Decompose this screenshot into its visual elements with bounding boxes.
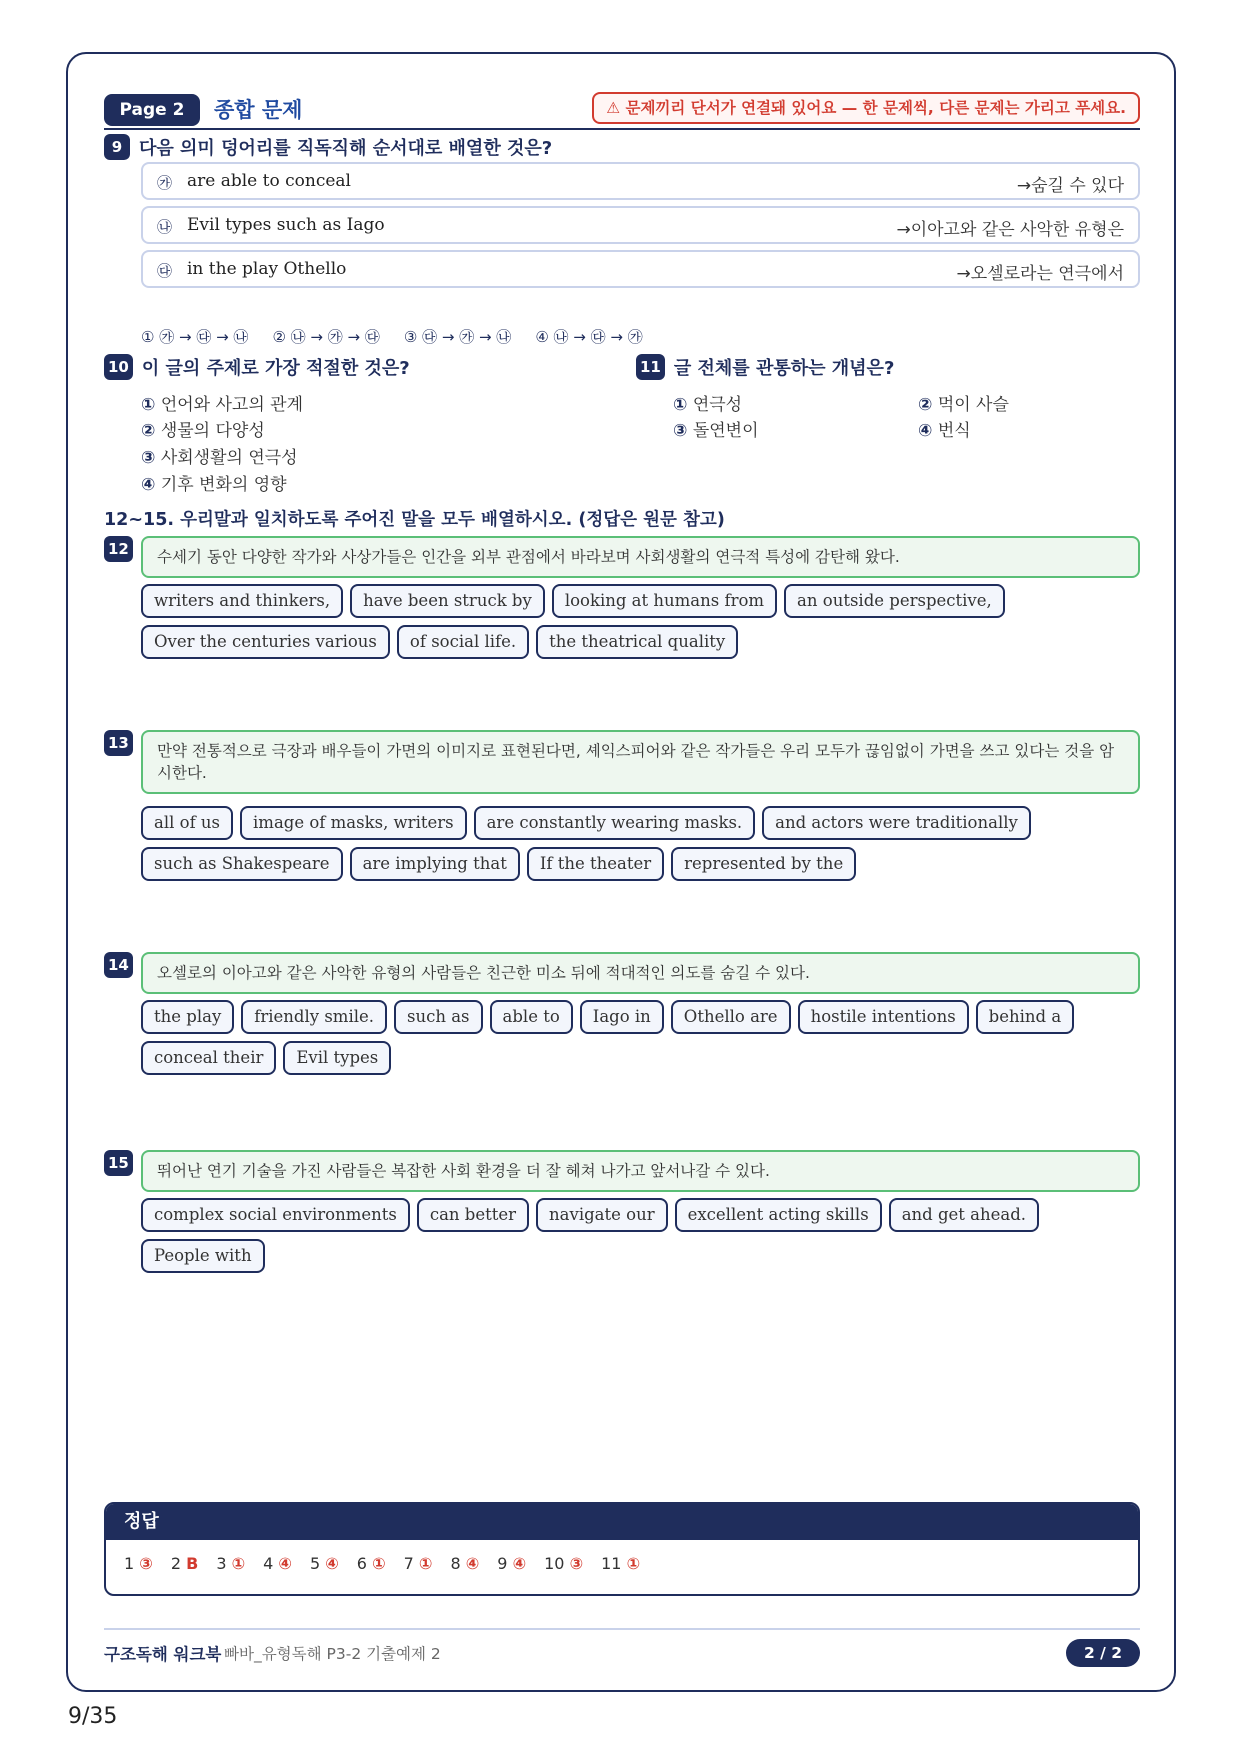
word-tiles bbox=[141, 584, 1140, 659]
option[interactable] bbox=[141, 470, 287, 495]
option[interactable] bbox=[918, 416, 971, 441]
question-10-header bbox=[104, 354, 410, 380]
word-tile[interactable]: People with bbox=[141, 1239, 265, 1273]
option[interactable] bbox=[673, 390, 742, 415]
word-tile[interactable]: such as bbox=[394, 1000, 483, 1034]
answer-number: 11 bbox=[601, 1554, 622, 1573]
word-tile[interactable]: and actors were traditionally bbox=[762, 806, 1031, 840]
korean-sentence: 만약 전통적으로 극장과 배우들이 가면의 이미지로 표현된다면, 셰익스피어와 같은 작가들은 우리 모두가 끊임없이 가면을 쓰고 있다는 것을 암시한다. bbox=[141, 730, 1140, 794]
option-text: 기후 변화의 영향 bbox=[160, 475, 287, 495]
word-tile[interactable]: and get ahead. bbox=[889, 1198, 1039, 1232]
option[interactable] bbox=[141, 416, 265, 441]
answer-item bbox=[216, 1554, 245, 1573]
korean-sentence: 뛰어난 연기 기술을 가진 사람들은 복잡한 사회 환경을 더 잘 헤쳐 나가고 앞서나갈 수 있다. bbox=[141, 1150, 1140, 1192]
answer-value: ④ bbox=[465, 1554, 480, 1573]
option[interactable]: ③ ㉰ → ㉮ → ㉯ bbox=[403, 328, 512, 346]
word-tile[interactable]: writers and thinkers, bbox=[141, 584, 343, 618]
question-number: 13 bbox=[104, 730, 133, 756]
word-tile[interactable]: are constantly wearing masks. bbox=[474, 806, 756, 840]
option[interactable] bbox=[673, 416, 759, 441]
word-tile[interactable]: such as Shakespeare bbox=[141, 847, 343, 881]
question-11-header bbox=[636, 354, 894, 380]
option-number: ④ bbox=[141, 475, 156, 495]
word-tile[interactable]: represented by the bbox=[671, 847, 856, 881]
worksheet-page bbox=[66, 52, 1176, 1692]
answer-list bbox=[106, 1540, 1138, 1587]
chunk-english: Evil types such as Iago bbox=[187, 215, 385, 235]
answer-value: ① bbox=[231, 1554, 246, 1573]
word-tile[interactable]: the theatrical quality bbox=[536, 625, 738, 659]
chunk-row bbox=[141, 206, 1140, 244]
answer-key bbox=[104, 1502, 1140, 1596]
question-9-options bbox=[141, 326, 643, 347]
answer-item bbox=[601, 1554, 640, 1573]
answer-value: ④ bbox=[512, 1554, 527, 1573]
answer-number: 8 bbox=[450, 1554, 461, 1573]
question-9-header bbox=[104, 134, 552, 160]
answer-number: 2 bbox=[170, 1554, 182, 1573]
word-tile[interactable]: friendly smile. bbox=[241, 1000, 387, 1034]
arrange-instruction: 12~15. 우리말과 일치하도록 주어진 말을 모두 배열하시오. (정답은 원문 참고) bbox=[104, 510, 725, 530]
workbook-brand: 구조독해 워크북 bbox=[104, 1645, 222, 1664]
answer-number: 9 bbox=[497, 1554, 508, 1573]
answer-item bbox=[310, 1554, 339, 1573]
word-tile[interactable]: behind a bbox=[976, 1000, 1075, 1034]
answer-number: 1 bbox=[124, 1554, 135, 1573]
option[interactable] bbox=[141, 390, 303, 415]
option-number: ① bbox=[141, 395, 156, 415]
word-tile[interactable]: of social life. bbox=[397, 625, 529, 659]
option-text: 사회생활의 연극성 bbox=[160, 448, 298, 468]
option[interactable]: ② ㉯ → ㉮ → ㉰ bbox=[272, 328, 380, 346]
option-number: ④ bbox=[918, 421, 933, 441]
chunk-korean: →이아고와 같은 사악한 유형은 bbox=[896, 220, 1124, 240]
answer-value: B bbox=[186, 1554, 199, 1573]
question-number: 11 bbox=[636, 354, 665, 380]
answer-value: ① bbox=[626, 1554, 641, 1573]
word-tile[interactable]: can better bbox=[417, 1198, 529, 1232]
answer-number: 4 bbox=[263, 1554, 274, 1573]
option-text: 언어와 사고의 관계 bbox=[160, 395, 303, 415]
word-tile[interactable]: excellent acting skills bbox=[675, 1198, 882, 1232]
word-tiles bbox=[141, 1000, 1140, 1075]
option-number: ③ bbox=[673, 421, 688, 441]
chunk-korean: →오셀로라는 연극에서 bbox=[956, 264, 1124, 284]
answer-number: 6 bbox=[356, 1554, 367, 1573]
answer-item bbox=[124, 1554, 153, 1573]
answer-item bbox=[544, 1554, 583, 1573]
chunk-english: in the play Othello bbox=[187, 259, 347, 279]
question-number: 12 bbox=[104, 536, 133, 562]
answer-number: 5 bbox=[309, 1554, 321, 1573]
chunk-english: are able to conceal bbox=[187, 171, 351, 191]
option-number: ② bbox=[141, 421, 156, 441]
option[interactable] bbox=[141, 443, 298, 468]
answer-number: 7 bbox=[403, 1554, 414, 1573]
question-text: 글 전체를 관통하는 개념은? bbox=[673, 358, 895, 379]
chunk-symbol: ㉰ bbox=[157, 262, 173, 280]
answer-value: ③ bbox=[569, 1554, 584, 1573]
answer-value: ① bbox=[372, 1554, 386, 1573]
option-text: 생물의 다양성 bbox=[160, 421, 265, 441]
answer-number: 10 bbox=[544, 1554, 565, 1573]
word-tile[interactable]: Over the centuries various bbox=[141, 625, 390, 659]
answer-item bbox=[404, 1554, 433, 1573]
word-tile[interactable]: an outside perspective, bbox=[784, 584, 1005, 618]
option-text: 번식 bbox=[937, 421, 971, 441]
word-tile[interactable]: If the theater bbox=[527, 847, 664, 881]
word-tile[interactable]: conceal their bbox=[141, 1041, 276, 1075]
warning-banner: ⚠ 문제끼리 단서가 연결돼 있어요 — 한 문제씩, 다른 문제는 가리고 푸세요. bbox=[592, 92, 1140, 124]
korean-sentence: 오셀로의 이아고와 같은 사악한 유형의 사람들은 친근한 미소 뒤에 적대적인 의도를 숨길 수 있다. bbox=[141, 952, 1140, 994]
chunk-row bbox=[141, 250, 1140, 288]
word-tile[interactable]: image of masks, writers bbox=[240, 806, 467, 840]
page-indicator: 2 / 2 bbox=[1066, 1639, 1140, 1667]
page-header bbox=[104, 92, 1140, 130]
word-tiles bbox=[141, 1198, 1140, 1273]
word-tile[interactable]: looking at humans from bbox=[552, 584, 777, 618]
option[interactable] bbox=[918, 390, 1009, 415]
answer-key-title: 정답 bbox=[106, 1504, 1138, 1540]
answer-item bbox=[450, 1554, 479, 1573]
option-text: 돌연변이 bbox=[692, 421, 759, 441]
option-number: ③ bbox=[141, 448, 156, 468]
word-tile[interactable]: are implying that bbox=[350, 847, 520, 881]
page-badge: Page 2 bbox=[104, 94, 200, 126]
section-title: 종합 문제 bbox=[214, 98, 303, 122]
chunk-symbol: ㉯ bbox=[157, 218, 173, 236]
option[interactable]: ④ ㉯ → ㉰ → ㉮ bbox=[535, 328, 643, 346]
option-text: 먹이 사슬 bbox=[937, 395, 1009, 415]
answer-value: ④ bbox=[325, 1554, 339, 1573]
option-text: 연극성 bbox=[692, 395, 743, 415]
word-tile[interactable]: the play bbox=[141, 1000, 234, 1034]
answer-value: ① bbox=[418, 1554, 433, 1573]
chunk-symbol: ㉮ bbox=[157, 174, 173, 192]
word-tile[interactable]: able to bbox=[490, 1000, 573, 1034]
page-footer bbox=[104, 1628, 1140, 1668]
question-number: 10 bbox=[104, 354, 133, 380]
word-tiles bbox=[141, 806, 1140, 881]
word-tile[interactable]: hostile intentions bbox=[798, 1000, 969, 1034]
word-tile[interactable]: Iago in bbox=[580, 1000, 664, 1034]
chunk-row bbox=[141, 162, 1140, 200]
option-number: ① bbox=[673, 395, 688, 415]
question-number: 15 bbox=[104, 1150, 133, 1176]
answer-value: ④ bbox=[278, 1554, 292, 1573]
question-text: 이 글의 주제로 가장 적절한 것은? bbox=[141, 358, 410, 379]
chunk-korean: →숨길 수 있다 bbox=[1016, 176, 1124, 196]
korean-sentence: 수세기 동안 다양한 작가와 사상가들은 인간을 외부 관점에서 바라보며 사회생활의 연극적 특성에 감탄해 왔다. bbox=[141, 536, 1140, 578]
word-tile[interactable]: Evil types bbox=[283, 1041, 391, 1075]
answer-value: ③ bbox=[139, 1554, 153, 1573]
word-tile[interactable]: all of us bbox=[141, 806, 233, 840]
word-tile[interactable]: Othello are bbox=[671, 1000, 791, 1034]
word-tile[interactable]: navigate our bbox=[536, 1198, 668, 1232]
workbook-subtitle: 빠바_유형독해 P3-2 기출예제 2 bbox=[224, 1645, 441, 1663]
question-text: 다음 의미 덩어리를 직독직해 순서대로 배열한 것은? bbox=[139, 138, 553, 159]
answer-number: 3 bbox=[216, 1554, 227, 1573]
answer-item bbox=[171, 1554, 198, 1573]
question-number: 9 bbox=[104, 134, 130, 160]
word-tile[interactable]: have been struck by bbox=[350, 584, 545, 618]
option-number: ② bbox=[918, 395, 933, 415]
option[interactable]: ① ㉮ → ㉰ → ㉯ bbox=[141, 328, 249, 346]
answer-item bbox=[263, 1554, 292, 1573]
answer-item bbox=[357, 1554, 386, 1573]
question-number: 14 bbox=[104, 952, 133, 978]
document-page-number: 9/35 bbox=[68, 1704, 118, 1729]
word-tile[interactable]: complex social environments bbox=[141, 1198, 410, 1232]
answer-item bbox=[497, 1554, 526, 1573]
